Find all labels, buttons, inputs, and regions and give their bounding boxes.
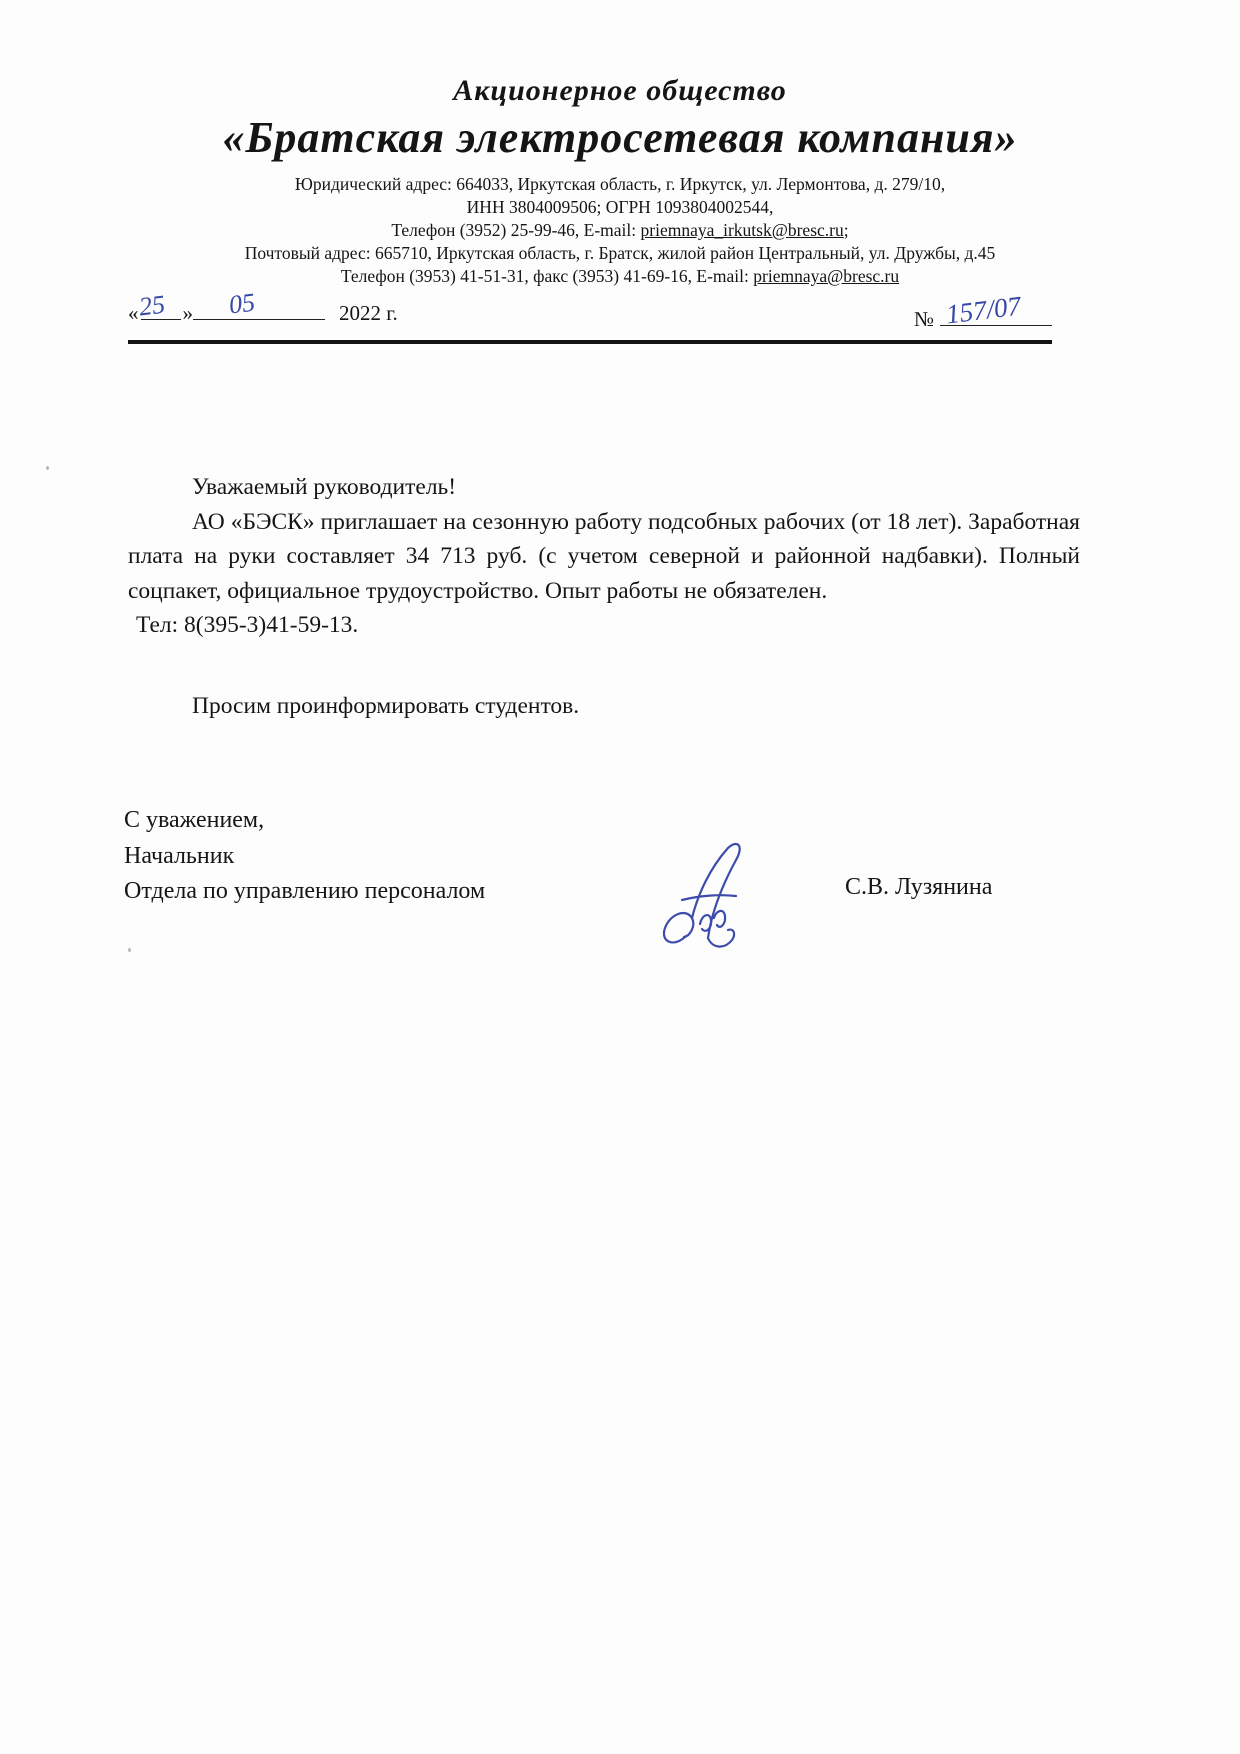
signoff-block [124,803,485,910]
legal-address-line: Юридический адрес: 664033, Иркутская область, г. Иркутск, ул. Лермонтова, д. 279/10, [294,174,946,194]
postal-address-line: Почтовый адрес: 665710, Иркутская область, г. Братск, жилой район Центральный, ул. Дружбы, д.45 [244,243,996,263]
salutation: Уважаемый руководитель! [192,474,457,500]
handwritten-day: 25 [136,289,167,322]
phone-irkutsk-text: Телефон (3952) 25-99-46, E-mail: [391,220,641,240]
handwritten-month: 05 [227,287,257,320]
letterhead [0,74,1240,288]
close-quote: » [182,301,193,325]
email-bratsk: priemnaya@bresc.ru [753,266,900,286]
year-text: 2022 г. [339,301,398,325]
org-name: «Братская электросетевая компания» [222,113,1018,162]
request-line: Просим проинформировать студентов. [192,692,580,719]
header-divider [128,340,1052,344]
letter-body [128,470,1080,723]
scan-speck [128,948,131,952]
outgoing-number-group [913,290,1052,332]
handwritten-number: 157/07 [944,290,1023,330]
month-slot [193,287,325,320]
number-sign: № [913,307,934,331]
signature-graphic [648,840,778,960]
number-slot [940,290,1052,330]
date-number-row [128,287,1052,331]
address-block [0,173,1240,288]
inn-ogrn-line: ИНН 3804009506; ОГРН 1093804002544, [466,197,774,217]
signoff-regards: С уважением, [124,807,265,833]
signer-name: С.В. Лузянина [845,874,993,900]
org-type: Акционерное общество [453,74,787,107]
phone-irkutsk-suffix: ; [843,220,849,240]
email-irkutsk: priemnaya_irkutsk@bresc.ru [640,220,844,240]
scan-speck [46,466,49,470]
signoff-title2: Отдела по управлению персоналом [124,878,486,904]
main-paragraph: АО «БЭСК» приглашает на сезонную работу подсобных рабочих (от 18 лет). Заработная плата на руки составляет 34 713 руб. (с учетом северной и районной надбавки). Полный соцпакет, официальное трудоустройство. Опыт работы не обязателен. [128,508,1080,604]
phone-email-irkutsk-line [0,219,1240,242]
phone-email-bratsk-line [0,265,1240,288]
day-slot [136,289,181,322]
signoff-title1: Начальник [124,842,235,869]
contact-phone: Тел: 8(395-3)41-59-13. [136,612,359,638]
phone-bratsk-text: Телефон (3953) 41-51-31, факс (3953) 41-69-16, E-mail: [340,266,754,286]
open-quote: « [128,301,139,325]
